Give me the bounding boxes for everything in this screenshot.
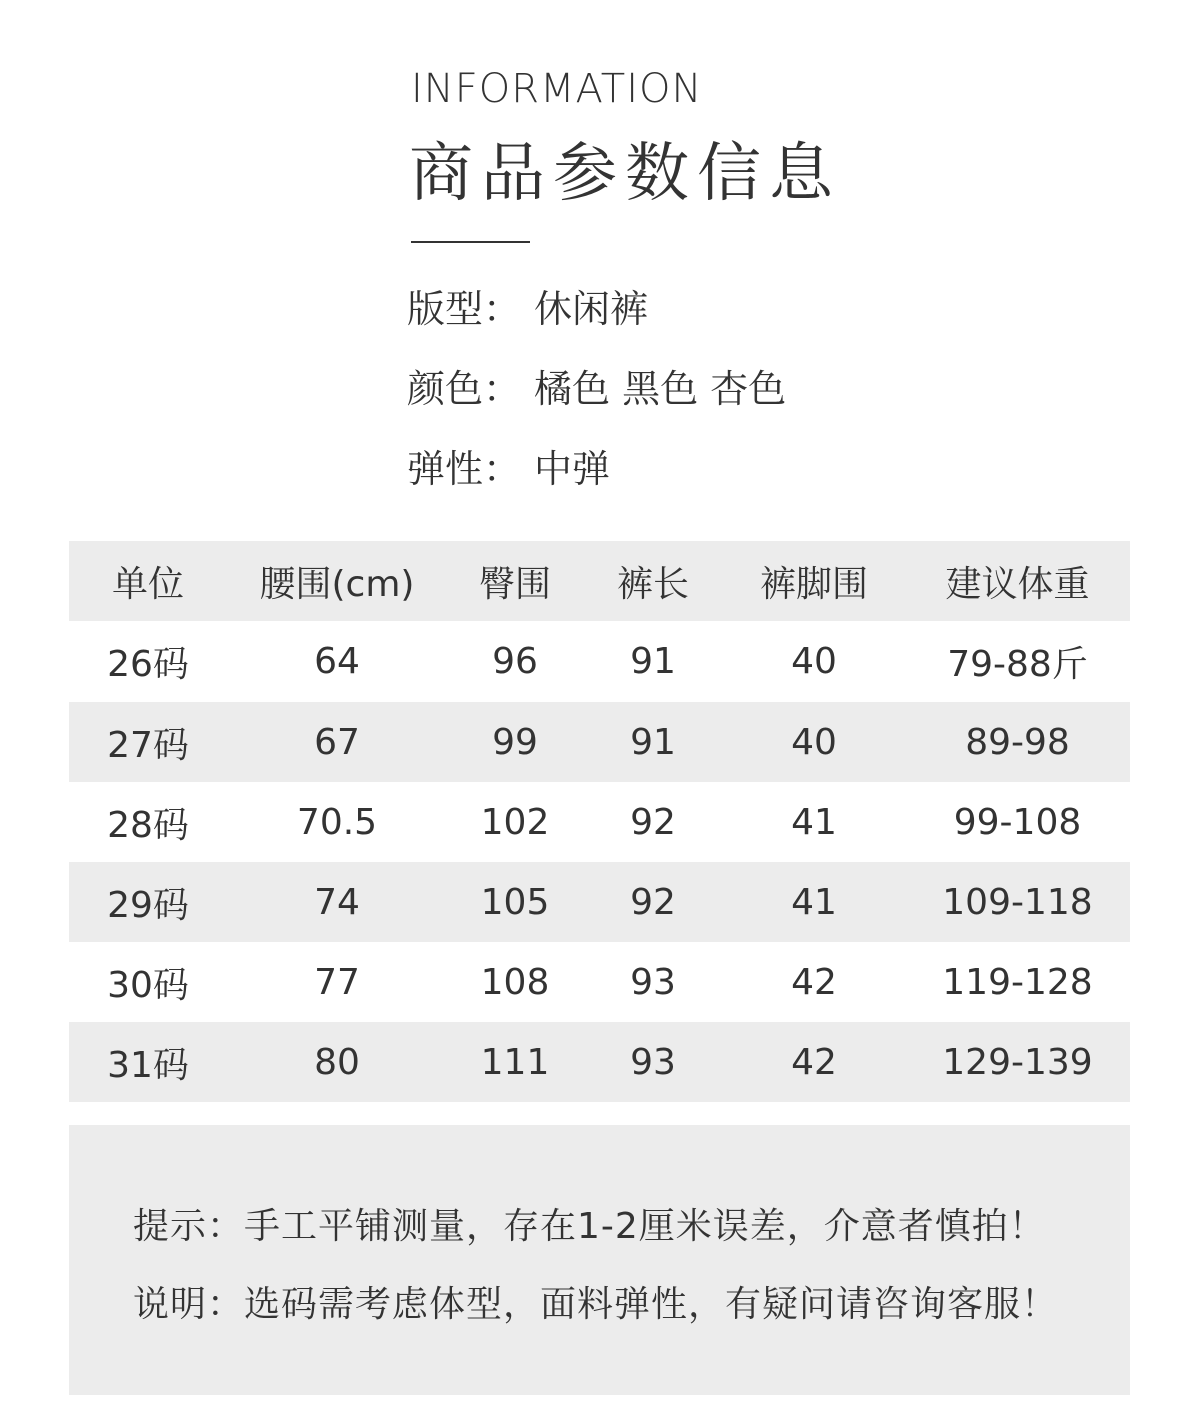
notes-panel [69,1125,1130,1395]
cell-hip: 102 [480,801,550,843]
attribute-label: 版型： [407,287,522,331]
attribute-value: 中弹 [534,447,611,491]
cell-size: 26码 [107,644,189,685]
header-hip: 臀围 [478,563,551,605]
measurement-tip: 提示：手工平铺测量，存在1-2厘米误差，介意者慎拍！ [133,1206,1046,1247]
cell-waist: 74 [314,881,360,923]
attribute-elasticity [407,445,610,493]
cell-leg-opening: 42 [791,961,837,1003]
cell-waist: 77 [314,961,360,1003]
title-cn: 商品参数信息 [409,137,841,211]
size-table [69,541,1130,1102]
cell-waist: 70.5 [296,801,378,843]
cell-waist: 67 [314,721,360,763]
cell-hip: 111 [480,1041,550,1083]
table-row [69,942,1130,1022]
cell-size: 28码 [107,804,189,846]
attribute-value: 橘色 黑色 杏色 [534,367,787,411]
attribute-value: 休闲裤 [534,287,649,331]
cell-leg-opening: 41 [791,801,837,843]
cell-length: 91 [630,641,676,682]
header-leg-opening: 裤脚围 [759,563,868,605]
table-header-row [69,541,1130,621]
size-explanation: 说明：选码需考虑体型，面料弹性，有疑问请咨询客服！ [133,1284,1059,1325]
cell-length: 92 [630,881,676,923]
cell-leg-opening: 41 [791,881,837,923]
attribute-label: 颜色： [407,367,522,411]
attribute-color [407,365,786,413]
table-row [69,782,1130,862]
cell-waist: 80 [314,1041,360,1083]
table-row [69,1022,1130,1102]
cell-hip: 99 [492,721,538,763]
cell-leg-opening: 42 [791,1041,837,1083]
header-waist: 腰围(cm) [259,563,415,605]
cell-size: 31码 [107,1044,189,1086]
cell-hip: 96 [492,641,538,682]
attribute-fit [407,285,648,333]
header-length: 裤长 [616,563,689,605]
table-row [69,702,1130,782]
cell-weight: 79-88斤 [947,644,1088,685]
cell-size: 30码 [107,964,189,1006]
table-row [69,621,1130,702]
cell-hip: 108 [480,961,550,1003]
cell-weight: 89-98 [965,721,1070,763]
cell-size: 29码 [107,884,189,926]
cell-size: 27码 [107,724,189,766]
header-weight: 建议体重 [945,563,1090,605]
cell-waist: 64 [314,641,360,682]
cell-length: 93 [630,1041,676,1083]
cell-leg-opening: 40 [791,641,837,682]
cell-weight: 109-118 [942,881,1093,923]
title-divider [411,241,530,243]
cell-hip: 105 [480,881,550,923]
cell-length: 92 [630,801,676,843]
table-row [69,862,1130,942]
cell-weight: 129-139 [942,1041,1093,1083]
title-en: INFORMATION [411,66,703,112]
header-unit: 单位 [111,563,184,605]
cell-weight: 99-108 [953,801,1082,843]
attribute-label: 弹性： [407,447,522,491]
cell-weight: 119-128 [942,961,1093,1003]
cell-leg-opening: 40 [791,721,837,763]
cell-length: 93 [630,961,676,1003]
cell-length: 91 [630,721,676,763]
